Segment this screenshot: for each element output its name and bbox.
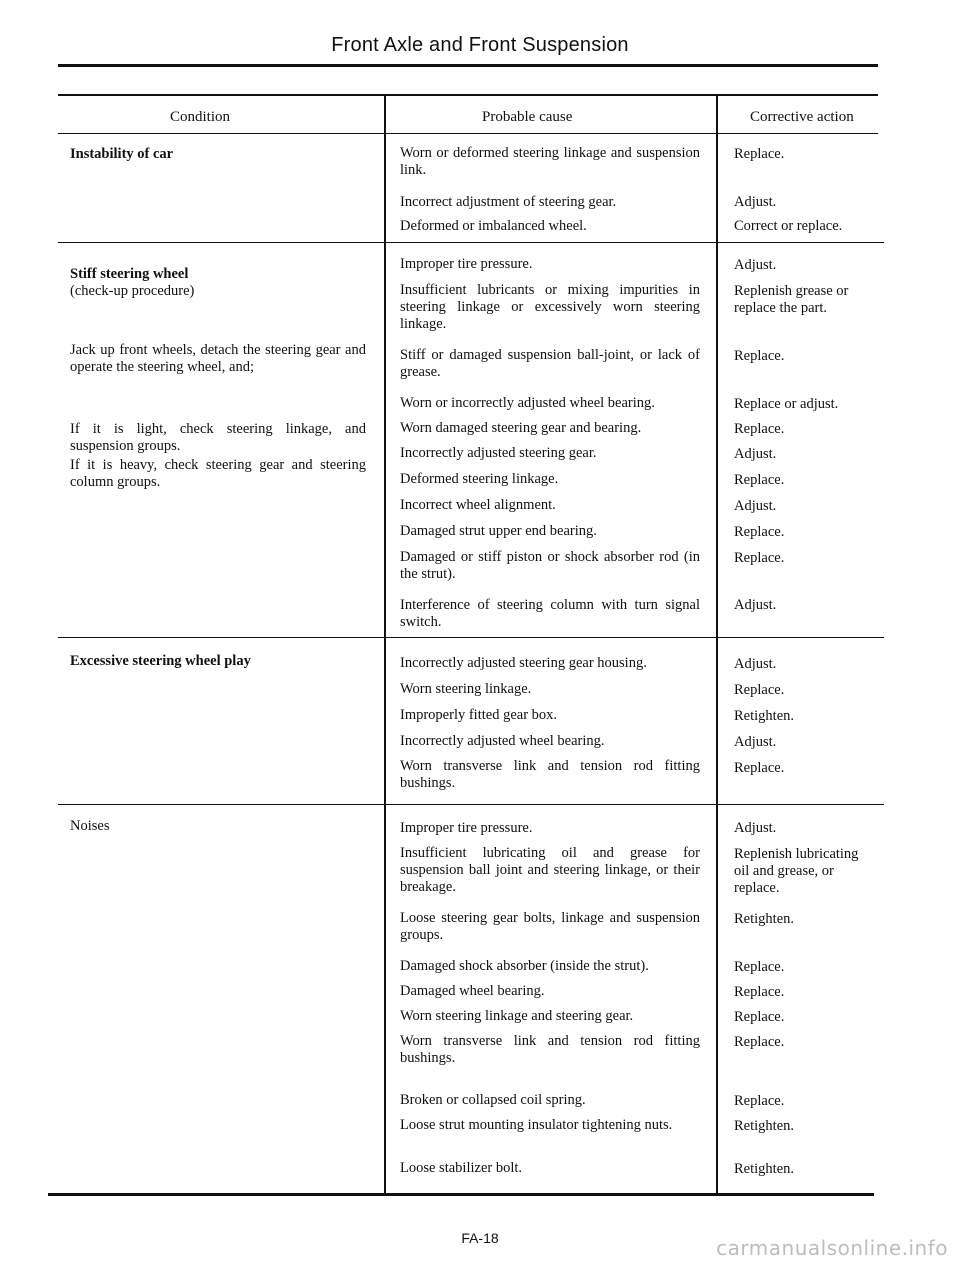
- cause-text: Deformed or imbalanced wheel.: [400, 218, 587, 234]
- action-text: Replace.: [734, 421, 785, 437]
- action-text: Replace.: [734, 472, 785, 488]
- cause-text: Damaged wheel bearing.: [400, 983, 545, 999]
- action-text: Replace.: [734, 959, 785, 975]
- action-text: Replace.: [734, 146, 785, 162]
- cause-text: Loose strut mounting insulator tightening nuts.: [400, 1117, 673, 1133]
- condition-note: If it is heavy, check steering gear and steering column groups.: [70, 457, 366, 490]
- cause-text: Worn steering linkage.: [400, 681, 532, 697]
- action-text: Retighten.: [734, 1118, 795, 1134]
- action-text: Retighten.: [734, 708, 795, 724]
- action-text: Replace.: [734, 1093, 785, 1109]
- column-header-condition: Condition: [170, 109, 231, 125]
- action-text: Adjust.: [734, 446, 777, 462]
- cause-text: Worn transverse link and tension rod fitting bushings.: [400, 758, 700, 791]
- cause-text: Incorrectly adjusted steering gear.: [400, 445, 597, 461]
- section-separator-2: [58, 637, 884, 638]
- action-text: Replenish lubricating oil and grease, or replace.: [734, 846, 859, 896]
- action-text: Retighten.: [734, 1161, 795, 1177]
- action-text: Correct or replace.: [734, 218, 843, 234]
- cause-text: Incorrect wheel alignment.: [400, 497, 556, 513]
- cause-text: Improper tire pressure.: [400, 820, 533, 836]
- action-text: Replace.: [734, 524, 785, 540]
- cause-text: Stiff or damaged suspension ball-joint, or lack of grease.: [400, 347, 700, 380]
- cause-text: Loose stabilizer bolt.: [400, 1160, 523, 1176]
- cause-text: Insufficient lubricating oil and grease for suspension ball joint and steering linkage, or their breakage.: [400, 845, 700, 895]
- column-divider-2: [716, 96, 718, 1194]
- cause-text: Incorrect adjustment of steering gear.: [400, 194, 617, 210]
- cause-text: Worn or incorrectly adjusted wheel bearing.: [400, 395, 655, 411]
- action-text: Replace or adjust.: [734, 396, 839, 412]
- column-header-corrective-action: Corrective action: [750, 109, 854, 125]
- action-text: Adjust.: [734, 597, 777, 613]
- cause-text: Damaged or stiff piston or shock absorber rod (in the strut).: [400, 549, 700, 582]
- action-text: Replace.: [734, 550, 785, 566]
- condition-note: (check-up procedure): [70, 283, 195, 299]
- table-bottom-rule: [48, 1193, 874, 1196]
- section-separator-3: [58, 804, 884, 805]
- cause-text: Loose steering gear bolts, linkage and suspension groups.: [400, 910, 700, 943]
- column-divider-1: [384, 96, 386, 1194]
- cause-text: Incorrectly adjusted wheel bearing.: [400, 733, 605, 749]
- condition-label: Stiff steering wheel: [70, 266, 189, 282]
- action-text: Adjust.: [734, 734, 777, 750]
- cause-text: Worn or deformed steering linkage and suspension link.: [400, 145, 700, 178]
- header-rule: [58, 64, 878, 67]
- condition-label: Noises: [70, 818, 110, 834]
- column-header-probable-cause: Probable cause: [482, 109, 573, 125]
- watermark: carmanualsonline.info: [716, 1236, 948, 1260]
- cause-text: Damaged strut upper end bearing.: [400, 523, 597, 539]
- action-text: Adjust.: [734, 498, 777, 514]
- action-text: Adjust.: [734, 194, 777, 210]
- page-title: Front Axle and Front Suspension: [331, 34, 629, 56]
- cause-text: Improper tire pressure.: [400, 256, 533, 272]
- action-text: Adjust.: [734, 820, 777, 836]
- cause-text: Improperly fitted gear box.: [400, 707, 558, 723]
- table-top-rule: [58, 94, 878, 96]
- cause-text: Worn steering linkage and steering gear.: [400, 1008, 634, 1024]
- action-text: Replace.: [734, 984, 785, 1000]
- action-text: Replace.: [734, 1034, 785, 1050]
- condition-label: Instability of car: [70, 146, 174, 162]
- condition-note: Jack up front wheels, detach the steering gear and operate the steering wheel, and;: [70, 342, 366, 375]
- action-text: Replace.: [734, 1009, 785, 1025]
- condition-label: Excessive steering wheel play: [70, 653, 251, 669]
- action-text: Replenish grease or replace the part.: [734, 283, 849, 316]
- header-row-rule: [58, 133, 878, 134]
- cause-text: Interference of steering column with turn signal switch.: [400, 597, 700, 630]
- action-text: Replace.: [734, 682, 785, 698]
- cause-text: Deformed steering linkage.: [400, 471, 559, 487]
- action-text: Replace.: [734, 760, 785, 776]
- cause-text: Broken or collapsed coil spring.: [400, 1092, 586, 1108]
- action-text: Retighten.: [734, 911, 795, 927]
- action-text: Replace.: [734, 348, 785, 364]
- action-text: Adjust.: [734, 257, 777, 273]
- section-separator-1: [58, 242, 884, 243]
- cause-text: Insufficient lubricants or mixing impurities in steering linkage or excessively worn steering linkage.: [400, 282, 700, 332]
- cause-text: Worn transverse link and tension rod fitting bushings.: [400, 1033, 700, 1066]
- condition-note: If it is light, check steering linkage, and suspension groups.: [70, 421, 366, 454]
- cause-text: Incorrectly adjusted steering gear housing.: [400, 655, 647, 671]
- cause-text: Damaged shock absorber (inside the strut).: [400, 958, 649, 974]
- cause-text: Worn damaged steering gear and bearing.: [400, 420, 642, 436]
- page-number: FA-18: [461, 1230, 499, 1246]
- action-text: Adjust.: [734, 656, 777, 672]
